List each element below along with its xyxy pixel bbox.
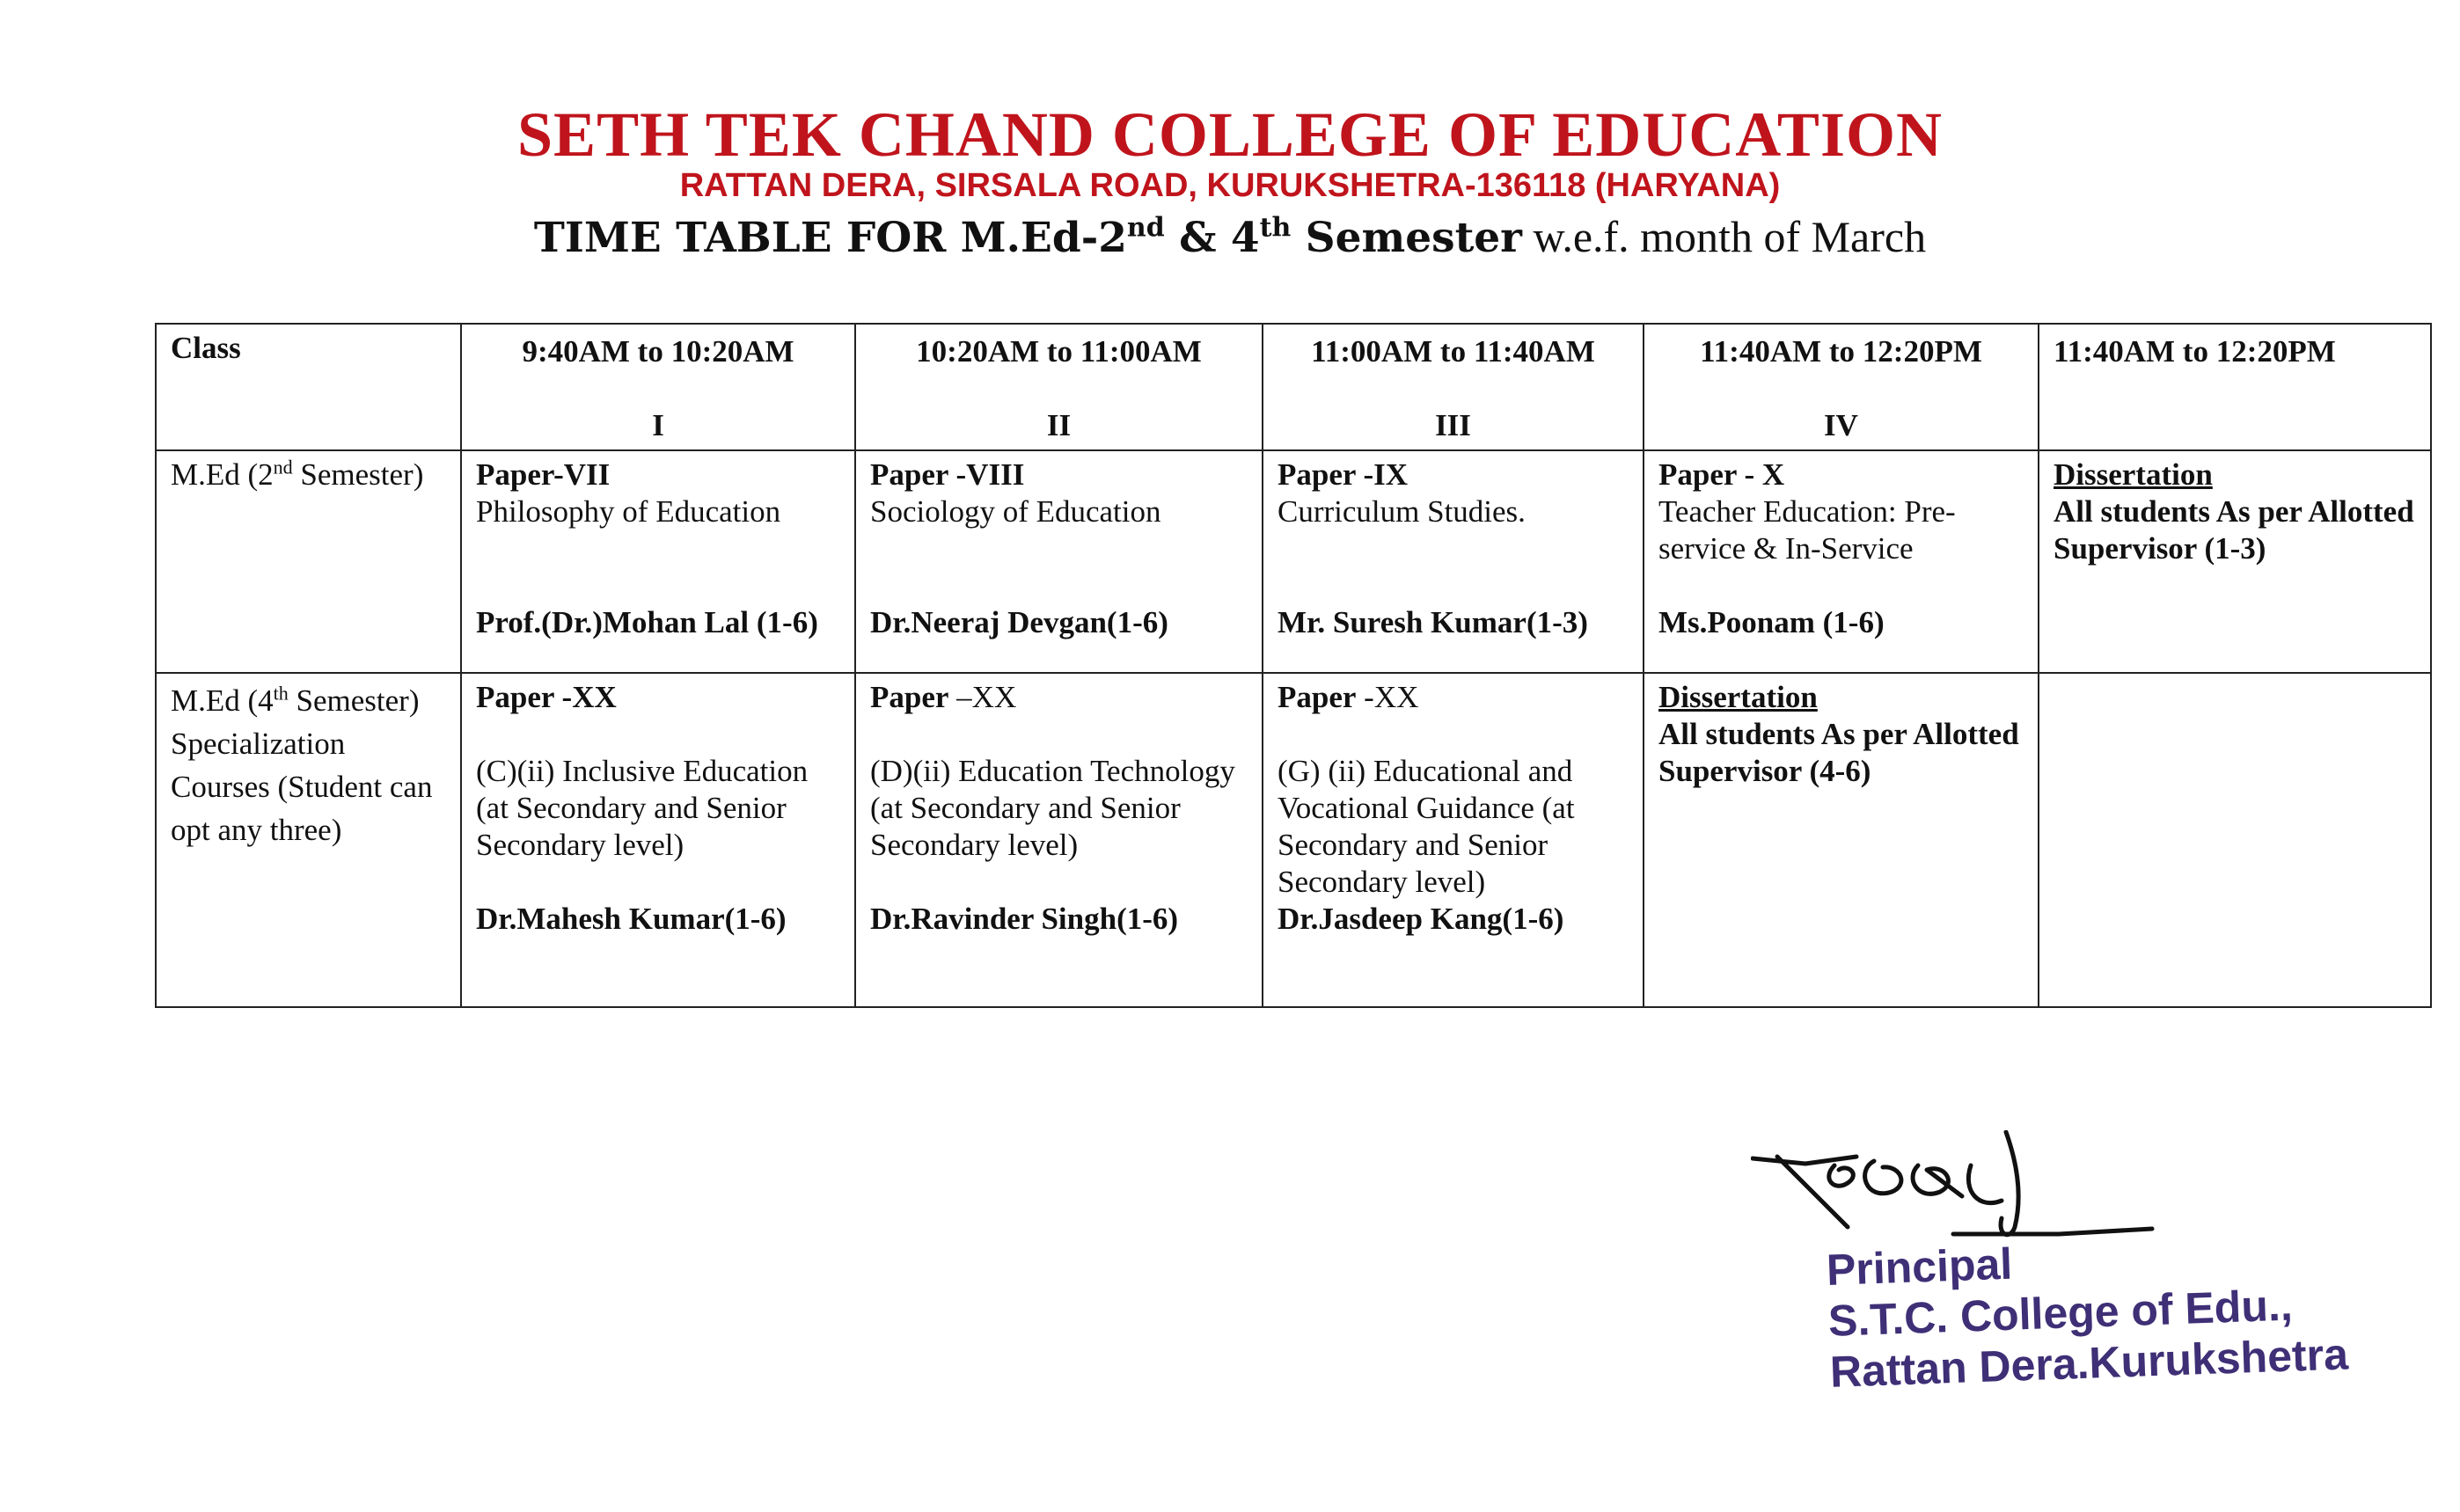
slot-cell xyxy=(855,450,1263,673)
teacher-name: Ms.Poonam (1-6) xyxy=(1658,605,1885,639)
period-numeral: II xyxy=(1046,408,1072,442)
slot-cell xyxy=(461,673,855,1007)
college-address: RATTAN DERA, SIRSALA ROAD, KURUKSHETRA-136118 (HARYANA) xyxy=(679,167,1781,204)
paper-name: Paper -VIII xyxy=(870,457,1025,492)
period-time: 11:40AM to 12:20PM xyxy=(1700,334,1982,369)
subject-name: (D)(ii) Education Technology (at Secondary and Senior Secondary level) xyxy=(870,754,1235,862)
paper-number: –XX xyxy=(948,680,1017,714)
subject-name: (C)(ii) Inclusive Education (at Secondary and Senior Secondary level) xyxy=(476,754,809,862)
paper-name xyxy=(870,679,1248,716)
title-part-3: Semester xyxy=(1291,214,1522,262)
paper-number: -XX xyxy=(1356,680,1419,714)
principal-stamp xyxy=(1826,1226,2349,1397)
dissertation-heading: Dissertation xyxy=(2054,457,2213,492)
period-header-4 xyxy=(1644,324,2039,450)
title-part-4: w.e.f. month of March xyxy=(1521,212,1927,261)
paper-name: Paper -IX xyxy=(1278,457,1409,492)
stamp-line: Rattan Dera.Kurukshetra xyxy=(1829,1329,2349,1397)
class-label-sup: nd xyxy=(273,456,293,478)
subject-name: Curriculum Studies. xyxy=(1278,494,1526,529)
period-header-3 xyxy=(1263,324,1644,450)
slot-cell xyxy=(461,450,855,673)
class-header: Class xyxy=(156,324,461,450)
class-label-rest: Semester) xyxy=(292,457,424,492)
paper-name: Paper - X xyxy=(1658,457,1785,492)
class-label: M.Ed (2 xyxy=(171,457,274,492)
college-name: SETH TEK CHAND COLLEGE OF EDUCATION xyxy=(517,99,1943,170)
paper-prefix: Paper xyxy=(1278,680,1357,714)
header-row xyxy=(156,324,2431,450)
slot-cell xyxy=(1263,673,1644,1007)
dissertation-heading: Dissertation xyxy=(1658,680,1818,714)
subject-name: Sociology of Education xyxy=(870,494,1161,529)
period-numeral: I xyxy=(652,408,664,442)
stamp-line: S.T.C. College of Edu., xyxy=(1827,1280,2294,1346)
slot-cell-empty xyxy=(2039,673,2431,1007)
period-numeral: III xyxy=(1435,408,1471,442)
paper-name xyxy=(476,679,840,716)
slot-cell xyxy=(1263,450,1644,673)
period-header-5 xyxy=(2039,324,2431,450)
teacher-name: Mr. Suresh Kumar(1-3) xyxy=(1278,605,1588,639)
slot-cell xyxy=(1644,450,2039,673)
teacher-name: Dr.Jasdeep Kang(1-6) xyxy=(1278,902,1564,936)
teacher-name: Prof.(Dr.)Mohan Lal (1-6) xyxy=(476,605,818,639)
paper-name: Paper-VII xyxy=(476,457,611,492)
table-row xyxy=(156,450,2431,673)
stamp-line: Principal xyxy=(1826,1238,2014,1295)
class-label-rest: Semester) Specialization Courses (Student can opt any three) xyxy=(171,683,433,847)
title-part-2: & 4 xyxy=(1164,214,1260,262)
period-time: 11:40AM to 12:20PM xyxy=(2054,334,2336,369)
class-label-sup: th xyxy=(273,682,289,705)
period-time: 9:40AM to 10:20AM xyxy=(522,334,794,369)
dissertation-text: All students As per Allotted Supervisor (1-3) xyxy=(2054,494,2414,566)
paper-prefix: Paper - xyxy=(476,680,573,714)
paper-number: XX xyxy=(572,680,617,714)
class-label: M.Ed (4 xyxy=(171,683,274,718)
period-time: 11:00AM to 11:40AM xyxy=(1311,334,1595,369)
teacher-name: Dr.Mahesh Kumar(1-6) xyxy=(476,902,787,936)
period-numeral: IV xyxy=(1824,408,1858,442)
period-header-1 xyxy=(461,324,855,450)
timetable xyxy=(155,323,2432,1008)
paper-name xyxy=(1278,679,1629,716)
class-cell-sem4 xyxy=(156,673,461,1007)
class-cell-sem2 xyxy=(156,450,461,673)
title-sup-2: th xyxy=(1259,212,1292,244)
title-part-1: TIME TABLE FOR M.Ed-2 xyxy=(533,214,1127,262)
slot-cell xyxy=(1644,673,2039,1007)
dissertation-text: All students As per Allotted Supervisor (4-6) xyxy=(1658,717,2019,788)
table-row xyxy=(156,673,2431,1007)
teacher-name: Dr.Ravinder Singh(1-6) xyxy=(870,902,1179,936)
paper-prefix: Paper xyxy=(870,680,949,714)
period-header-2 xyxy=(855,324,1263,450)
teacher-name: Dr.Neeraj Devgan(1-6) xyxy=(870,605,1168,639)
slot-cell xyxy=(2039,450,2431,673)
title-sup-1: nd xyxy=(1126,212,1165,244)
timetable-title xyxy=(0,211,2460,262)
subject-name: (G) (ii) Educational and Vocational Guidance (at Secondary and Senior Secondary level) xyxy=(1278,754,1575,899)
subject-name: Teacher Education: Pre-service & In-Service xyxy=(1658,494,1956,566)
subject-name: Philosophy of Education xyxy=(476,494,781,529)
period-time: 10:20AM to 11:00AM xyxy=(916,334,1202,369)
slot-cell xyxy=(855,673,1263,1007)
